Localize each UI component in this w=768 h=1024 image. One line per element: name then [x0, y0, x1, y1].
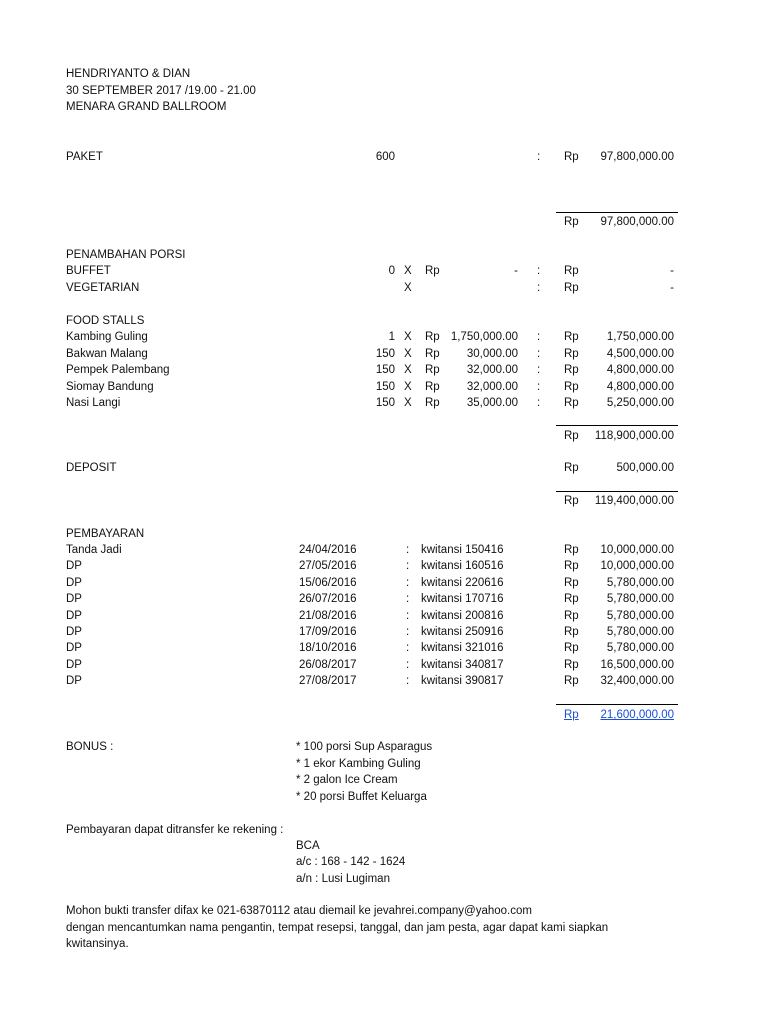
row-unit-currency: Rp: [425, 364, 440, 376]
deposit-currency: Rp: [564, 462, 579, 474]
payment-date: 24/04/2016: [299, 544, 357, 556]
subtotal-1-amount: 97,800,000.00: [600, 216, 674, 228]
row-qty: 150: [375, 397, 395, 409]
balance-amount: 21,600,000.00: [600, 709, 674, 721]
row-amount: -: [670, 265, 674, 277]
payment-amount: 5,780,000.00: [606, 642, 674, 655]
row-multiply: X: [404, 282, 412, 294]
bank-name: BCA: [296, 840, 320, 852]
row-multiply: X: [404, 397, 412, 409]
payment-date: 17/09/2016: [299, 626, 357, 638]
payment-currency: Rp: [564, 609, 579, 622]
row-unit-price: 1,750,000.00: [450, 331, 518, 343]
payment-receipt: kwitansi 200816: [421, 609, 504, 622]
payment-label: DP: [66, 675, 82, 688]
payment-label: Tanda Jadi: [66, 544, 122, 556]
payment-receipt: kwitansi 250916: [421, 626, 504, 638]
payment-label: DP: [66, 642, 82, 655]
subtotal-rule-1: [556, 212, 678, 213]
payment-amount: 10,000,000.00: [600, 544, 674, 556]
row-unit-currency: Rp: [425, 331, 440, 343]
subtotal-2-currency: Rp: [564, 430, 579, 442]
payment-currency: Rp: [564, 658, 579, 671]
subtotal-2-amount: 118,900,000.00: [594, 430, 674, 442]
row-qty: 150: [375, 347, 395, 360]
payment-colon: :: [406, 675, 410, 688]
payment-currency: Rp: [564, 642, 579, 655]
bonus-label: BONUS :: [66, 741, 114, 753]
row-unit-currency: Rp: [425, 347, 440, 360]
payment-amount: 5,780,000.00: [606, 626, 674, 638]
payment-amount: 10,000,000.00: [600, 560, 674, 573]
payment-label: DP: [66, 658, 82, 671]
payment-receipt: kwitansi 150416: [421, 544, 504, 556]
row-unit-price: 35,000.00: [466, 397, 518, 409]
payment-colon: :: [406, 544, 410, 556]
payment-date: 18/10/2016: [299, 642, 357, 655]
row-multiply: X: [404, 380, 412, 393]
subtotal-rule-3: [556, 491, 678, 492]
row-amount: 5,250,000.00: [606, 397, 674, 409]
payment-amount: 16,500,000.00: [600, 658, 674, 671]
row-unit-currency: Rp: [425, 380, 440, 393]
row-multiply: X: [404, 347, 412, 360]
payment-amount: 5,780,000.00: [606, 593, 674, 606]
payment-date: 27/08/2017: [299, 675, 357, 688]
row-colon: :: [537, 265, 541, 277]
subtotal-rule-2: [556, 425, 678, 426]
pembayaran-title: PEMBAYARAN: [66, 528, 145, 540]
event-date-time: 30 SEPTEMBER 2017 /19.00 - 21.00: [66, 85, 256, 97]
row-multiply: X: [404, 331, 412, 343]
payment-date: 15/06/2016: [299, 576, 357, 589]
row-unit-price: 32,000.00: [466, 364, 518, 376]
payment-amount: 5,780,000.00: [606, 609, 674, 622]
payment-receipt: kwitansi 170716: [421, 593, 504, 606]
payment-currency: Rp: [564, 593, 579, 606]
row-unit-price: 32,000.00: [466, 380, 518, 393]
row-amount: 4,800,000.00: [606, 364, 674, 376]
payment-colon: :: [406, 576, 410, 589]
venue-name: MENARA GRAND BALLROOM: [66, 101, 227, 113]
row-colon: :: [537, 331, 541, 343]
payment-currency: Rp: [564, 626, 579, 638]
row-label: Kambing Guling: [66, 331, 148, 343]
payment-label: DP: [66, 626, 82, 638]
row-label: Bakwan Malang: [66, 347, 148, 360]
payment-date: 26/08/2017: [299, 658, 357, 671]
penambahan-title: PENAMBAHAN PORSI: [66, 249, 186, 261]
payment-label: DP: [66, 576, 82, 589]
deposit-amount: 500,000.00: [616, 462, 674, 474]
row-colon: :: [537, 380, 541, 393]
row-currency: Rp: [564, 347, 579, 360]
subtotal-1-currency: Rp: [564, 216, 579, 228]
balance-rule: [556, 704, 678, 705]
row-colon: :: [537, 282, 541, 294]
payment-date: 27/05/2016: [299, 560, 357, 573]
deposit-label: DEPOSIT: [66, 462, 117, 474]
row-currency: Rp: [564, 265, 579, 277]
balance-currency: Rp: [564, 709, 579, 721]
payment-colon: :: [406, 593, 410, 606]
paket-label: PAKET: [66, 151, 103, 163]
bonus-item: * 20 porsi Buffet Keluarga: [296, 790, 427, 803]
row-amount: 4,500,000.00: [606, 347, 674, 360]
row-amount: -: [670, 282, 674, 294]
row-label: BUFFET: [66, 265, 111, 277]
bonus-item: * 1 ekor Kambing Guling: [296, 757, 421, 770]
payment-currency: Rp: [564, 576, 579, 589]
row-multiply: X: [404, 364, 412, 376]
payment-currency: Rp: [564, 544, 579, 556]
row-currency: Rp: [564, 380, 579, 393]
paket-colon: :: [537, 151, 541, 163]
row-qty: 150: [375, 364, 395, 376]
row-unit-price: 30,000.00: [466, 347, 518, 360]
payment-label: DP: [66, 560, 82, 573]
payment-receipt: kwitansi 321016: [421, 642, 504, 655]
row-currency: Rp: [564, 364, 579, 376]
payment-colon: :: [406, 642, 410, 655]
row-label: Siomay Bandung: [66, 380, 154, 393]
bonus-item: * 2 galon Ice Cream: [296, 774, 398, 787]
account-number: a/c : 168 - 142 - 1624: [296, 856, 406, 868]
payment-receipt: kwitansi 220616: [421, 576, 504, 589]
payment-colon: :: [406, 609, 410, 622]
payment-colon: :: [406, 626, 410, 638]
row-amount: 4,800,000.00: [606, 380, 674, 393]
subtotal-3-currency: Rp: [564, 495, 579, 507]
payment-amount: 5,780,000.00: [606, 576, 674, 589]
row-currency: Rp: [564, 282, 579, 294]
paket-amount: 97,800,000.00: [600, 151, 674, 163]
payment-colon: :: [406, 560, 410, 573]
subtotal-3-amount: 119,400,000.00: [594, 495, 674, 507]
payment-receipt: kwitansi 340817: [421, 658, 504, 671]
paket-qty: 600: [375, 151, 395, 163]
row-unit-currency: Rp: [425, 265, 440, 277]
row-colon: :: [537, 347, 541, 360]
couple-names: HENDRIYANTO & DIAN: [66, 68, 191, 80]
row-label: VEGETARIAN: [66, 282, 140, 294]
paket-currency: Rp: [564, 151, 579, 163]
payment-amount: 32,400,000.00: [600, 675, 674, 688]
transfer-intro: Pembayaran dapat ditransfer ke rekening :: [66, 824, 284, 836]
payment-date: 21/08/2016: [299, 609, 357, 622]
bonus-item: * 100 porsi Sup Asparagus: [296, 741, 433, 753]
payment-currency: Rp: [564, 675, 579, 688]
payment-label: DP: [66, 593, 82, 606]
footer-line-2: dengan mencantumkan nama pengantin, tempat resepsi, tanggal, dan jam pesta, agar dapat kami siapkan: [66, 922, 609, 934]
row-qty: 1: [388, 331, 395, 343]
row-qty: 0: [388, 265, 395, 277]
footer-line-3: kwitansinya.: [66, 938, 129, 950]
payment-receipt: kwitansi 390817: [421, 675, 504, 688]
payment-colon: :: [406, 658, 410, 671]
row-multiply: X: [404, 265, 412, 277]
row-colon: :: [537, 364, 541, 376]
food-stalls-title: FOOD STALLS: [66, 315, 145, 327]
row-amount: 1,750,000.00: [606, 331, 674, 343]
row-currency: Rp: [564, 331, 579, 343]
row-unit-currency: Rp: [425, 397, 440, 409]
footer-line-1: Mohon bukti transfer difax ke 021-63870112 atau diemail ke jevahrei.company@yahoo.com: [66, 905, 532, 917]
account-holder: a/n : Lusi Lugiman: [296, 873, 390, 885]
payment-currency: Rp: [564, 560, 579, 573]
payment-receipt: kwitansi 160516: [421, 560, 504, 573]
row-label: Nasi Langi: [66, 397, 121, 409]
row-colon: :: [537, 397, 541, 409]
row-currency: Rp: [564, 397, 579, 409]
row-unit-price: -: [514, 265, 518, 277]
payment-label: DP: [66, 609, 82, 622]
payment-date: 26/07/2016: [299, 593, 357, 606]
row-label: Pempek Palembang: [66, 364, 170, 376]
row-qty: 150: [375, 380, 395, 393]
